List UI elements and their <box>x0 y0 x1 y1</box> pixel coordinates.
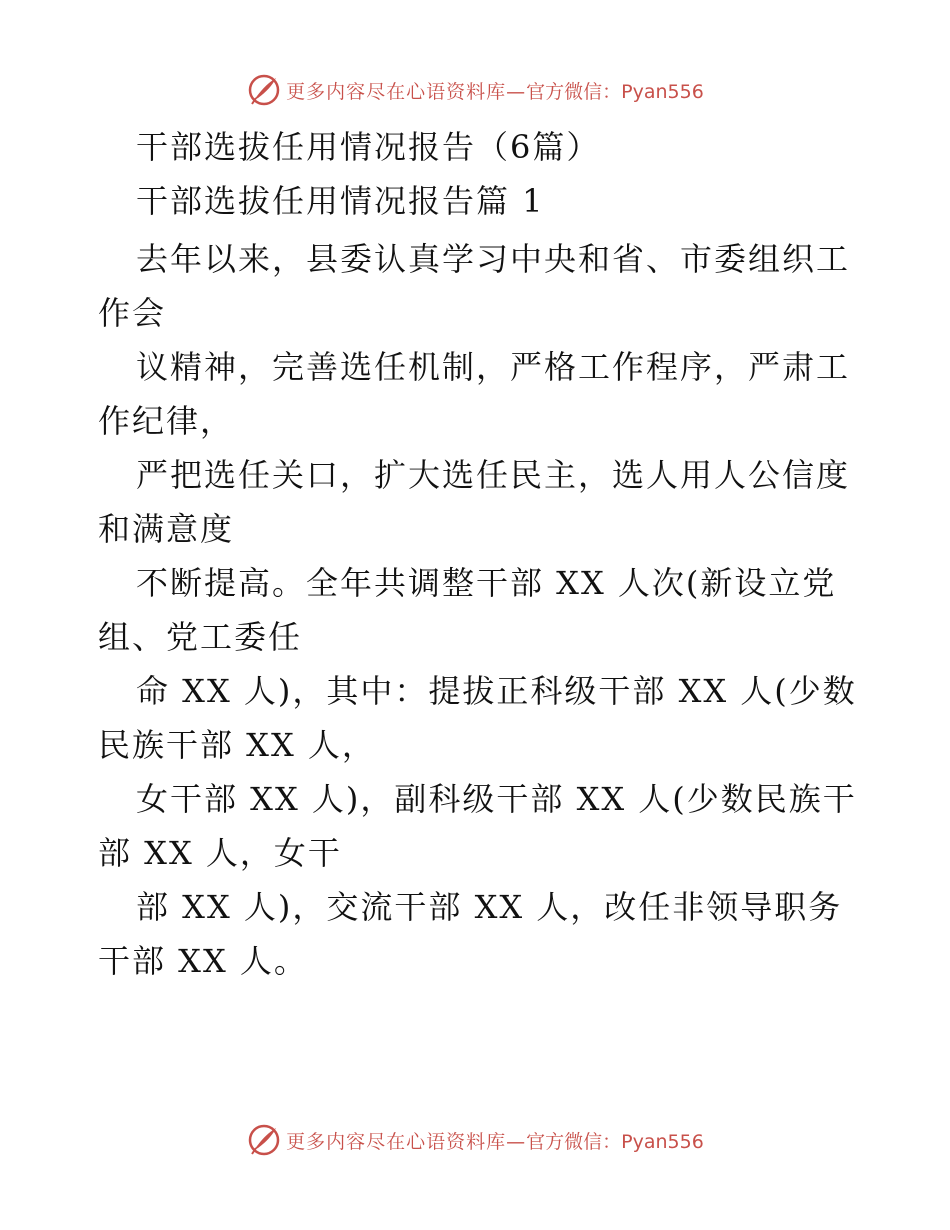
quill-seal-icon <box>246 72 282 108</box>
paragraph-line: 议精神，完善选任机制，严格工作程序，严肃工 <box>136 348 851 386</box>
watermark-wechat: 官方微信：Pyan556 <box>526 1130 704 1153</box>
paragraph-line: 去年以来，县委认真学习中央和省、市委组织工 <box>136 240 851 278</box>
paragraph-line: 作纪律， <box>98 402 235 440</box>
paragraph-line: 干部 XX 人。 <box>98 942 308 980</box>
document-body <box>98 120 858 988</box>
watermark-wechat: 官方微信：Pyan556 <box>526 80 704 103</box>
document-subtitle: 干部选拔任用情况报告篇 1 <box>136 182 545 220</box>
paragraph-line: 女干部 XX 人)，副科级干部 XX 人(少数民族干 <box>136 780 857 818</box>
paragraph-line: 部 XX 人，女干 <box>98 834 342 872</box>
paragraph-line: 命 XX 人)，其中：提拔正科级干部 XX 人(少数 <box>136 672 857 710</box>
paragraph-line: 不断提高。全年共调整干部 XX 人次(新设立党 <box>136 564 837 602</box>
watermark-text: 更多内容尽在心语资料库— <box>286 80 527 103</box>
paragraph-line: 组、党工委任 <box>98 618 303 656</box>
header-watermark <box>0 68 950 112</box>
paragraph-line: 民族干部 XX 人， <box>98 726 376 764</box>
watermark-text: 更多内容尽在心语资料库— <box>286 1130 527 1153</box>
paragraph-line: 部 XX 人)，交流干部 XX 人，改任非领导职务 <box>136 888 843 926</box>
document-title: 干部选拔任用情况报告（6篇） <box>136 128 601 166</box>
paragraph-line: 作会 <box>98 294 167 332</box>
quill-seal-icon <box>246 1122 282 1158</box>
footer-watermark <box>0 1118 950 1162</box>
paragraph-line: 和满意度 <box>98 510 235 548</box>
paragraph-line: 严把选任关口，扩大选任民主，选人用人公信度 <box>136 456 851 494</box>
